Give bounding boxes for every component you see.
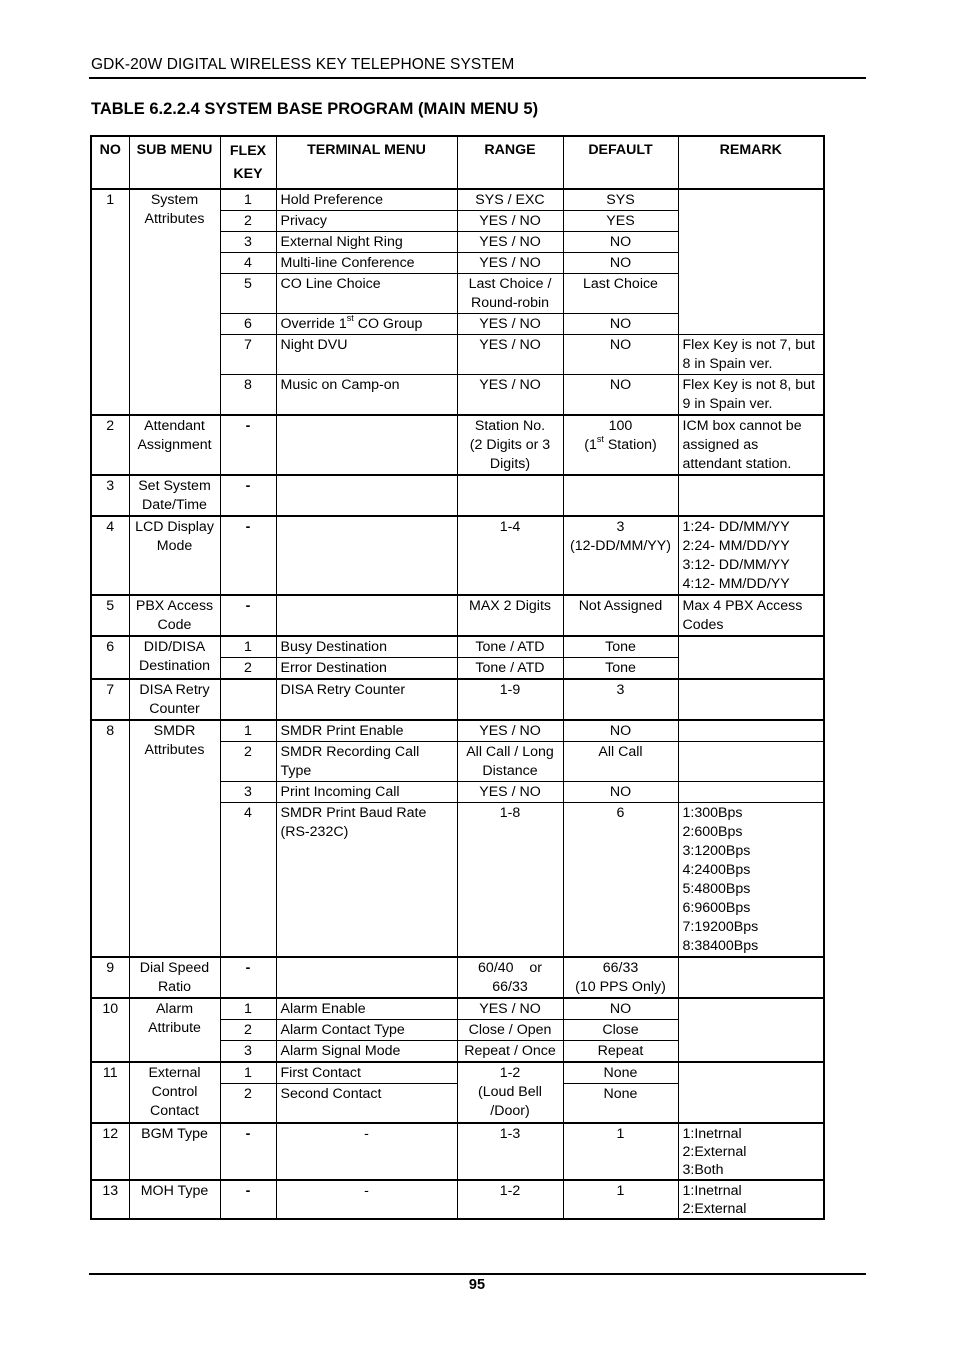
table-row bbox=[91, 679, 824, 720]
table-row bbox=[91, 998, 824, 1020]
terminal-menu: CO Line Choice bbox=[276, 274, 457, 314]
range bbox=[457, 475, 563, 516]
terminal-menu: Privacy bbox=[276, 211, 457, 232]
range: YES / NO bbox=[457, 253, 563, 274]
terminal-menu: Override 1st CO Group bbox=[276, 314, 457, 335]
terminal-menu: SMDR Print Baud Rate (RS-232C) bbox=[276, 803, 457, 958]
default: NO bbox=[563, 335, 678, 375]
default: YES bbox=[563, 211, 678, 232]
table-row bbox=[91, 595, 824, 636]
terminal-menu: Second Contact bbox=[276, 1084, 457, 1124]
row-submenu: External Control Contact bbox=[129, 1062, 220, 1123]
range: YES / NO bbox=[457, 375, 563, 416]
remark bbox=[678, 742, 824, 782]
terminal-menu: First Contact bbox=[276, 1062, 457, 1084]
range: Repeat / Once bbox=[457, 1041, 563, 1063]
row-no: 12 bbox=[91, 1123, 129, 1180]
remark: Flex Key is not 8, but 9 in Spain ver. bbox=[678, 375, 824, 416]
table-row bbox=[91, 415, 824, 475]
row-submenu: Attendant Assignment bbox=[129, 415, 220, 475]
header-rule bbox=[89, 77, 866, 79]
row-submenu: LCD Display Mode bbox=[129, 516, 220, 595]
terminal-menu: DISA Retry Counter bbox=[276, 679, 457, 720]
terminal-menu bbox=[276, 957, 457, 998]
range: YES / NO bbox=[457, 211, 563, 232]
range: YES / NO bbox=[457, 998, 563, 1020]
default: All Call bbox=[563, 742, 678, 782]
remark: ICM box cannot be assigned as attendant station. bbox=[678, 415, 824, 475]
default: NO bbox=[563, 314, 678, 335]
row-submenu: Alarm Attribute bbox=[129, 998, 220, 1062]
flex-key: 4 bbox=[220, 803, 276, 958]
default: NO bbox=[563, 998, 678, 1020]
default: 1 bbox=[563, 1123, 678, 1180]
terminal-menu: SMDR Print Enable bbox=[276, 720, 457, 742]
default bbox=[563, 475, 678, 516]
flex-key: 3 bbox=[220, 232, 276, 253]
flex-key: 1 bbox=[220, 1062, 276, 1084]
remark: 1:24- DD/MM/YY 2:24- MM/DD/YY 3:12- DD/MM/YY 4:12- MM/DD/YY bbox=[678, 516, 824, 595]
flex-key: 3 bbox=[220, 782, 276, 803]
remark bbox=[678, 998, 824, 1062]
range: Close / Open bbox=[457, 1020, 563, 1041]
default: 66/33 (10 PPS Only) bbox=[563, 957, 678, 998]
default: Tone bbox=[563, 636, 678, 658]
default: 1 bbox=[563, 1180, 678, 1219]
row-submenu: BGM Type bbox=[129, 1123, 220, 1180]
table-header-row bbox=[91, 136, 824, 189]
row-submenu: DISA Retry Counter bbox=[129, 679, 220, 720]
range: 1-2 (Loud Bell /Door) bbox=[457, 1062, 563, 1123]
row-no: 9 bbox=[91, 957, 129, 998]
range: All Call / Long Distance bbox=[457, 742, 563, 782]
terminal-menu bbox=[276, 516, 457, 595]
default: Tone bbox=[563, 658, 678, 680]
flex-key bbox=[220, 679, 276, 720]
range: 1-9 bbox=[457, 679, 563, 720]
default: NO bbox=[563, 782, 678, 803]
row-no: 8 bbox=[91, 720, 129, 957]
range: Tone / ATD bbox=[457, 658, 563, 680]
remark bbox=[678, 782, 824, 803]
terminal-menu: Busy Destination bbox=[276, 636, 457, 658]
flex-key: 1 bbox=[220, 189, 276, 211]
remark: Flex Key is not 7, but 8 in Spain ver. bbox=[678, 335, 824, 375]
terminal-menu: External Night Ring bbox=[276, 232, 457, 253]
terminal-menu: - bbox=[276, 1180, 457, 1219]
flex-key: - bbox=[220, 475, 276, 516]
col-flex-key: FLEX KEY bbox=[220, 136, 276, 189]
system-base-program-table bbox=[90, 135, 825, 1220]
default: SYS bbox=[563, 189, 678, 211]
row-no: 6 bbox=[91, 636, 129, 679]
row-submenu: System Attributes bbox=[129, 189, 220, 415]
terminal-menu bbox=[276, 475, 457, 516]
range: YES / NO bbox=[457, 335, 563, 375]
table-row bbox=[91, 957, 824, 998]
row-no: 5 bbox=[91, 595, 129, 636]
terminal-menu: Alarm Signal Mode bbox=[276, 1041, 457, 1063]
table-row bbox=[91, 516, 824, 595]
terminal-menu: Alarm Enable bbox=[276, 998, 457, 1020]
terminal-menu: Music on Camp-on bbox=[276, 375, 457, 416]
table-row bbox=[91, 1123, 824, 1180]
flex-key: 3 bbox=[220, 1041, 276, 1063]
col-no: NO bbox=[91, 136, 129, 189]
range: 1-4 bbox=[457, 516, 563, 595]
row-no: 7 bbox=[91, 679, 129, 720]
flex-key: - bbox=[220, 415, 276, 475]
default: NO bbox=[563, 375, 678, 416]
terminal-menu: SMDR Recording Call Type bbox=[276, 742, 457, 782]
range: 1-2 bbox=[457, 1180, 563, 1219]
row-no: 4 bbox=[91, 516, 129, 595]
row-no: 3 bbox=[91, 475, 129, 516]
remark bbox=[678, 957, 824, 998]
row-no: 2 bbox=[91, 415, 129, 475]
remark bbox=[678, 189, 824, 335]
flex-key: 7 bbox=[220, 335, 276, 375]
col-range: RANGE bbox=[457, 136, 563, 189]
default: 100 (1st Station) bbox=[563, 415, 678, 475]
row-no: 10 bbox=[91, 998, 129, 1062]
terminal-menu: Hold Preference bbox=[276, 189, 457, 211]
flex-key: - bbox=[220, 595, 276, 636]
range: Station No. (2 Digits or 3 Digits) bbox=[457, 415, 563, 475]
default: None bbox=[563, 1084, 678, 1124]
row-submenu: DID/DISA Destination bbox=[129, 636, 220, 679]
flex-key: 5 bbox=[220, 274, 276, 314]
row-no: 11 bbox=[91, 1062, 129, 1123]
flex-key: - bbox=[220, 957, 276, 998]
footer-rule bbox=[89, 1273, 866, 1275]
terminal-menu bbox=[276, 415, 457, 475]
remark bbox=[678, 720, 824, 742]
default: Close bbox=[563, 1020, 678, 1041]
default: NO bbox=[563, 253, 678, 274]
flex-key: 8 bbox=[220, 375, 276, 416]
flex-key: - bbox=[220, 516, 276, 595]
remark bbox=[678, 1062, 824, 1123]
col-submenu: SUB MENU bbox=[129, 136, 220, 189]
range: YES / NO bbox=[457, 232, 563, 253]
remark: Max 4 PBX Access Codes bbox=[678, 595, 824, 636]
range: Tone / ATD bbox=[457, 636, 563, 658]
remark bbox=[678, 679, 824, 720]
range: YES / NO bbox=[457, 782, 563, 803]
row-submenu: PBX Access Code bbox=[129, 595, 220, 636]
range: 1-8 bbox=[457, 803, 563, 958]
range: YES / NO bbox=[457, 720, 563, 742]
flex-key: 1 bbox=[220, 998, 276, 1020]
col-terminal-menu: TERMINAL MENU bbox=[276, 136, 457, 189]
row-no: 1 bbox=[91, 189, 129, 415]
flex-key: - bbox=[220, 1180, 276, 1219]
range: Last Choice / Round-robin bbox=[457, 274, 563, 314]
table-row bbox=[91, 475, 824, 516]
default: Repeat bbox=[563, 1041, 678, 1063]
default: NO bbox=[563, 720, 678, 742]
default: 3 (12-DD/MM/YY) bbox=[563, 516, 678, 595]
row-submenu: MOH Type bbox=[129, 1180, 220, 1219]
default: None bbox=[563, 1062, 678, 1084]
flex-key: 2 bbox=[220, 658, 276, 680]
row-no: 13 bbox=[91, 1180, 129, 1219]
page-number: 95 bbox=[468, 1277, 486, 1293]
remark: 1:Inetrnal 2:External 3:Both bbox=[678, 1123, 824, 1180]
range: MAX 2 Digits bbox=[457, 595, 563, 636]
terminal-menu: Alarm Contact Type bbox=[276, 1020, 457, 1041]
remark: 1:Inetrnal 2:External bbox=[678, 1180, 824, 1219]
range: YES / NO bbox=[457, 314, 563, 335]
flex-key: 6 bbox=[220, 314, 276, 335]
flex-key: 2 bbox=[220, 1020, 276, 1041]
flex-key: 2 bbox=[220, 742, 276, 782]
default: 6 bbox=[563, 803, 678, 958]
flex-key: 2 bbox=[220, 211, 276, 232]
row-submenu: Set System Date/Time bbox=[129, 475, 220, 516]
terminal-menu: Multi-line Conference bbox=[276, 253, 457, 274]
flex-key: 1 bbox=[220, 720, 276, 742]
flex-key: 2 bbox=[220, 1084, 276, 1124]
row-submenu: SMDR Attributes bbox=[129, 720, 220, 957]
range: SYS / EXC bbox=[457, 189, 563, 211]
row-submenu: Dial Speed Ratio bbox=[129, 957, 220, 998]
flex-key: - bbox=[220, 1123, 276, 1180]
table-row bbox=[91, 720, 824, 742]
terminal-menu: Print Incoming Call bbox=[276, 782, 457, 803]
table-title: TABLE 6.2.2.4 SYSTEM BASE PROGRAM (MAIN MENU 5) bbox=[91, 100, 539, 118]
remark bbox=[678, 475, 824, 516]
default: Not Assigned bbox=[563, 595, 678, 636]
col-remark: REMARK bbox=[678, 136, 824, 189]
terminal-menu: Error Destination bbox=[276, 658, 457, 680]
default: 3 bbox=[563, 679, 678, 720]
table-row bbox=[91, 1180, 824, 1219]
table-row bbox=[91, 1062, 824, 1084]
range: 1-3 bbox=[457, 1123, 563, 1180]
table-row bbox=[91, 636, 824, 658]
remark bbox=[678, 636, 824, 679]
default: NO bbox=[563, 232, 678, 253]
document-header: GDK-20W DIGITAL WIRELESS KEY TELEPHONE SYSTEM bbox=[91, 56, 515, 73]
remark: 1:300Bps 2:600Bps 3:1200Bps 4:2400Bps 5:4800Bps 6:9600Bps 7:19200Bps 8:38400Bps bbox=[678, 803, 824, 958]
col-default: DEFAULT bbox=[563, 136, 678, 189]
range: 60/40 or 66/33 bbox=[457, 957, 563, 998]
terminal-menu: Night DVU bbox=[276, 335, 457, 375]
default: Last Choice bbox=[563, 274, 678, 314]
terminal-menu: - bbox=[276, 1123, 457, 1180]
table-row bbox=[91, 189, 824, 211]
flex-key: 1 bbox=[220, 636, 276, 658]
terminal-menu bbox=[276, 595, 457, 636]
flex-key: 4 bbox=[220, 253, 276, 274]
